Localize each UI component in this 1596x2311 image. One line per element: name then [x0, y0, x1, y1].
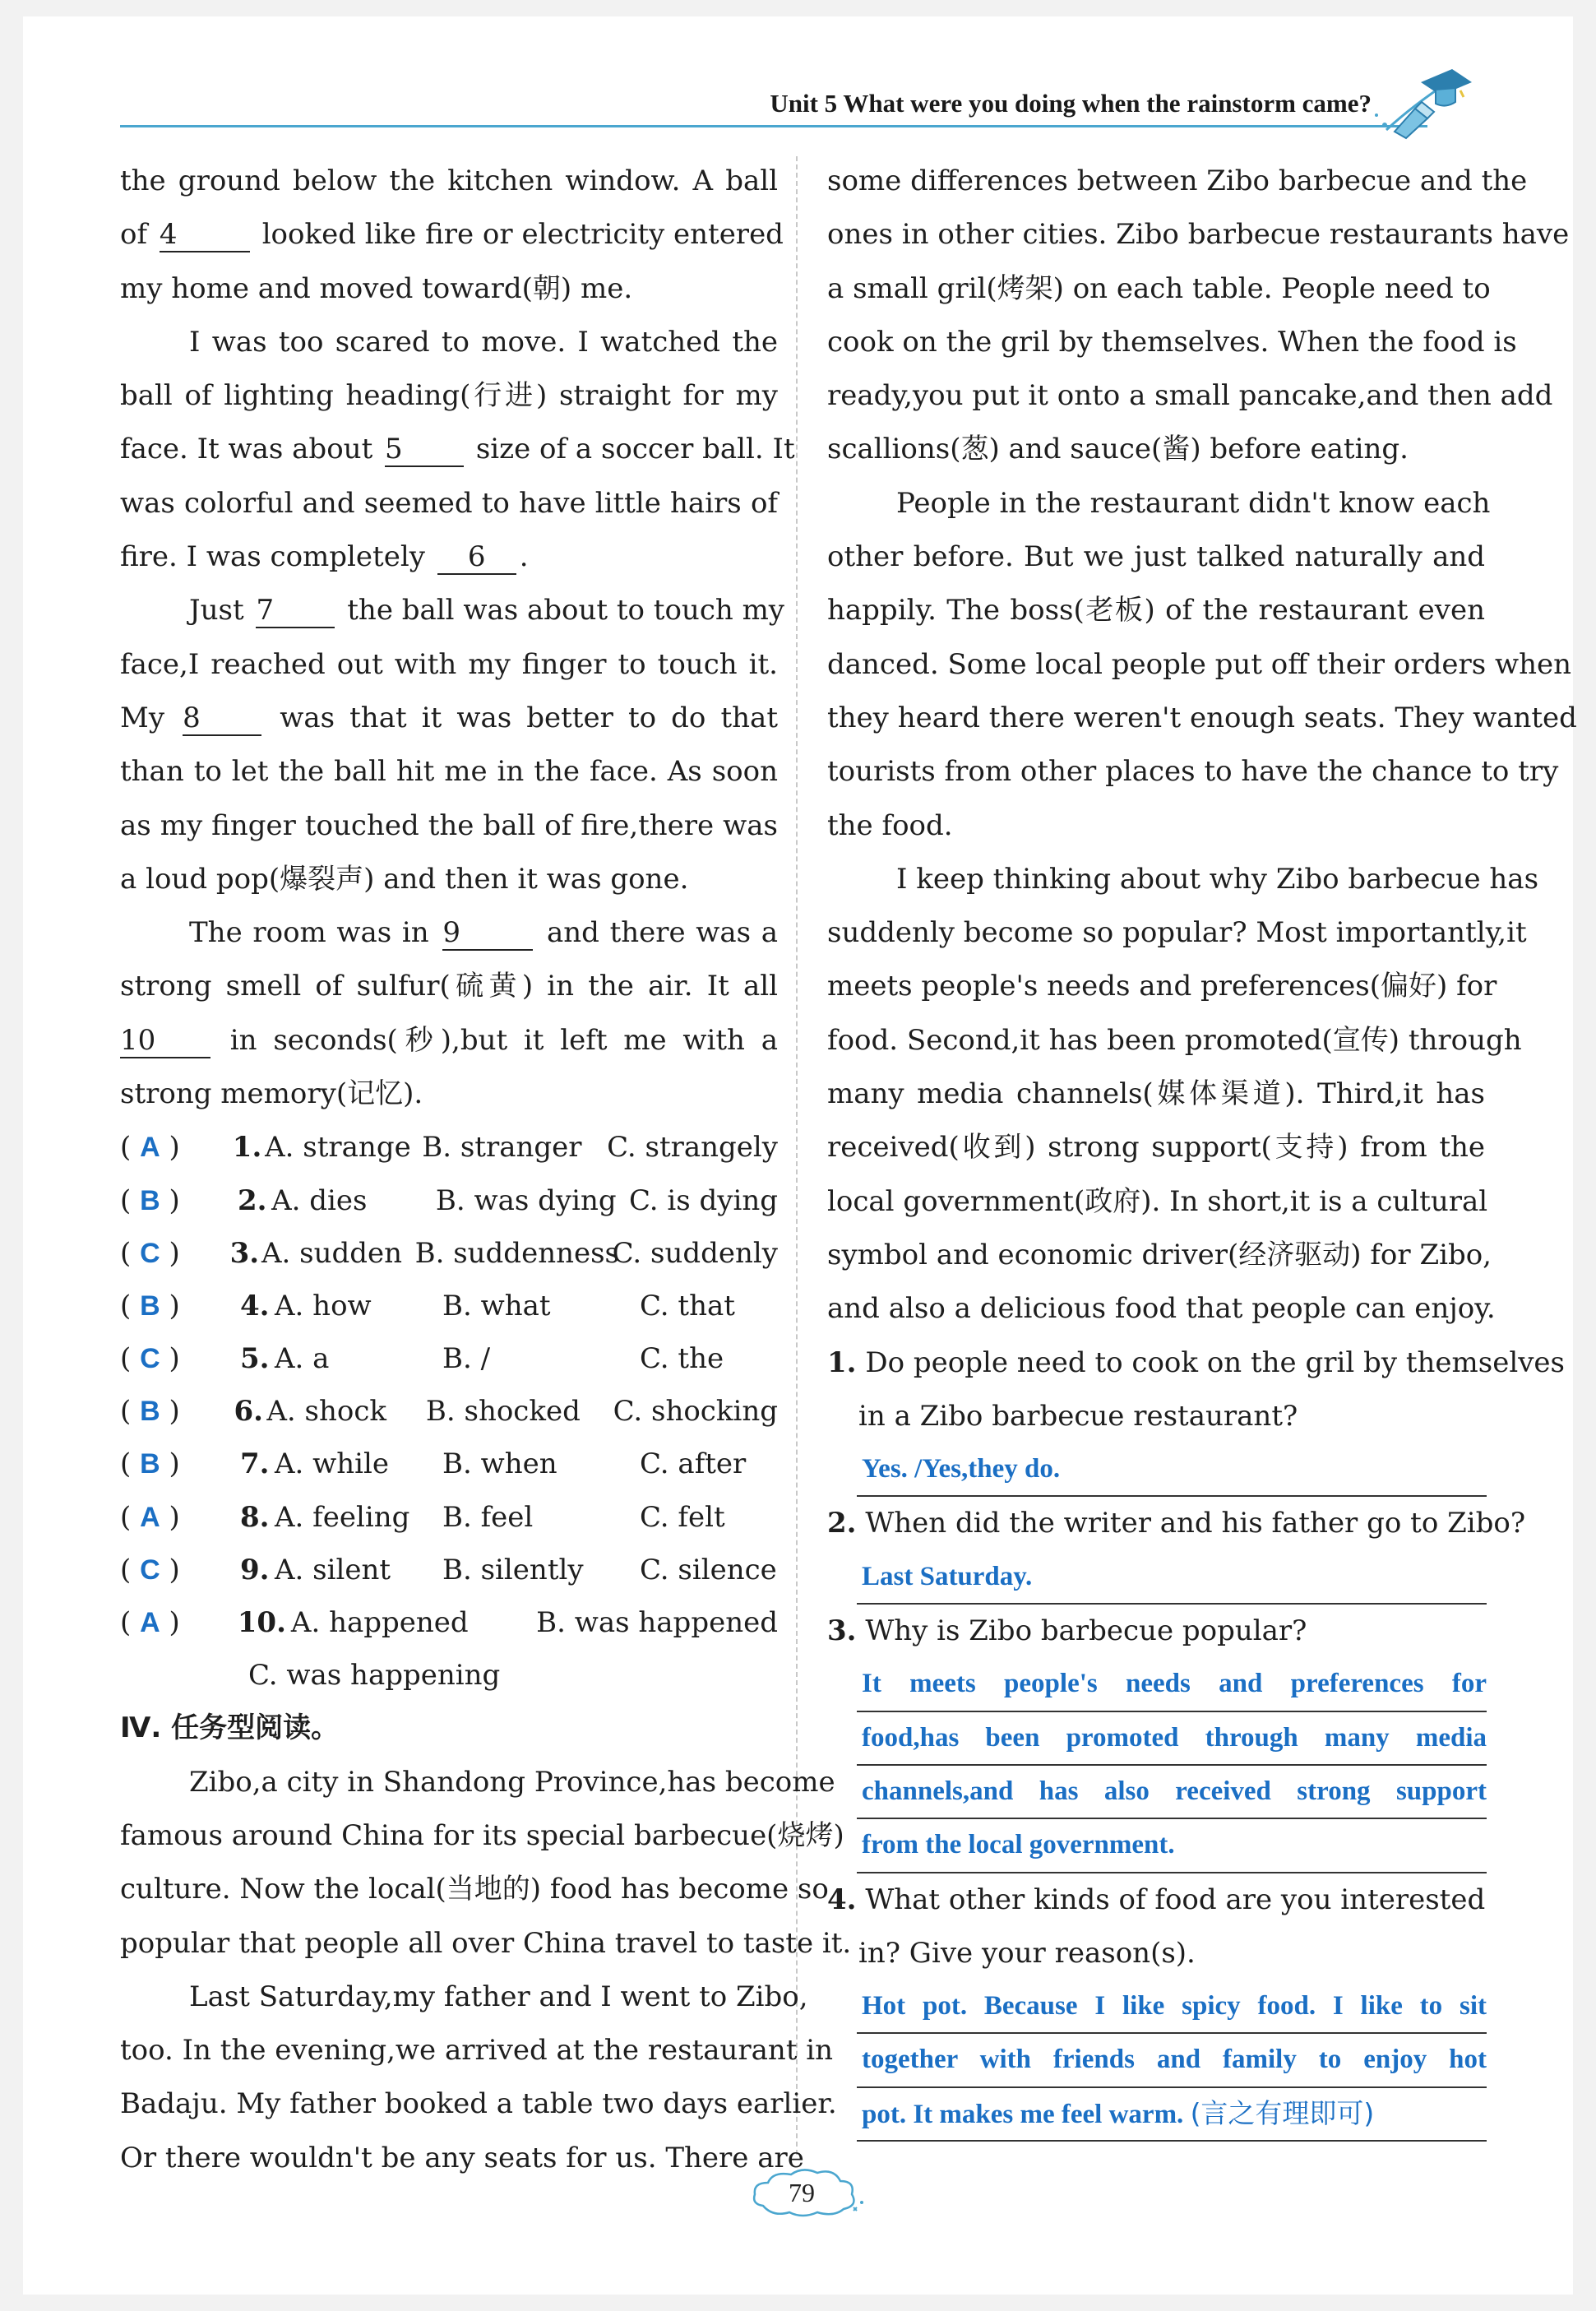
column-divider [796, 156, 798, 2155]
answer-paren: ( C ) [120, 1236, 180, 1270]
answer-paren: ( A ) [120, 1606, 180, 1640]
text-line: than to let the ball hit me in the face. As soon [120, 755, 778, 789]
choice-row [120, 1544, 778, 1596]
option-b: B. what [442, 1289, 551, 1322]
text-line: my home and moved toward(朝) me. [120, 271, 633, 305]
text-line [120, 584, 785, 637]
option-c: C. felt [640, 1500, 725, 1534]
option-a: A. a [275, 1342, 330, 1376]
option-a: A. dies [271, 1183, 368, 1217]
text-line: tourists from other places to have the chance to try [827, 755, 1559, 789]
text-line: ones in other cities. Zibo barbecue restaurants have [827, 218, 1570, 252]
text: in seconds(秒),but it left me with a [229, 1023, 779, 1057]
text: size of a soccer ball. It [475, 433, 795, 466]
answer-letter: B [140, 1184, 160, 1216]
option-c: C. after [640, 1447, 747, 1481]
question-number: 1. [827, 1345, 857, 1379]
text-line: and also a delicious food that people can enjoy. [827, 1292, 1496, 1326]
text-line: a loud pop(爆裂声) and then it was gone. [120, 862, 689, 896]
blank-8: 8 [183, 702, 261, 736]
answer-paren: ( A ) [120, 1500, 180, 1534]
answer-paren: ( C ) [120, 1342, 180, 1376]
answer-letter: C [140, 1237, 160, 1269]
text: The room was in [189, 916, 429, 950]
answer-letter: C [140, 1343, 160, 1375]
option-b: B. feel [442, 1500, 534, 1534]
answer-paren: ( B ) [120, 1289, 180, 1322]
question-3 [827, 1605, 1485, 1658]
question-number: 5. [240, 1342, 270, 1376]
option-c: C. the [640, 1342, 724, 1376]
text: My [120, 701, 165, 734]
text-line: I keep thinking about why Zibo barbecue has [896, 862, 1539, 896]
option-b: B. suddenness [414, 1236, 620, 1270]
answer-1: Yes. /Yes,they do. [857, 1443, 1487, 1497]
text-line: received(收到) strong support(支持) from the [827, 1131, 1485, 1165]
choice-row [120, 1227, 778, 1280]
blank-7: 7 [256, 594, 335, 628]
header-rule [120, 125, 1427, 127]
answer-3-line: It meets people's needs and preferences for [857, 1658, 1487, 1711]
text-line: ready,you put it onto a small pancake,and then add [827, 379, 1553, 413]
text-line: they heard there weren't enough seats. They wanted [827, 701, 1577, 734]
question-text: What other kinds of food are you interested [865, 1883, 1486, 1916]
text-line: some differences between Zibo barbecue and the [827, 164, 1528, 197]
text-line: famous around China for its special barbecue(烧烤) [120, 1819, 844, 1852]
text-line: the ground below the kitchen window. A ball [120, 164, 778, 197]
blank-4: 4 [160, 218, 250, 252]
answer-letter: A [140, 1607, 160, 1639]
choice-row-10 [120, 1596, 778, 1649]
text-line: popular that people all over China travel to taste it. [120, 1926, 852, 1960]
option-a: A. silent [275, 1553, 391, 1586]
answer-paren: ( B ) [120, 1183, 180, 1217]
answer-letter: B [140, 1396, 160, 1428]
text-line [120, 692, 778, 745]
answer-text: pot. It makes me feel warm. [862, 2099, 1184, 2129]
text: face. It was about [120, 433, 373, 466]
answer-3-line: from the local government. [857, 1819, 1487, 1873]
text-line: People in the restaurant didn't know each [896, 486, 1491, 520]
option-c: C. is dying [628, 1183, 778, 1217]
answer-paren: ( A ) [120, 1131, 180, 1165]
option-a: A. how [275, 1289, 372, 1322]
option-b: B. was happened [536, 1606, 778, 1640]
text: and there was a [546, 916, 779, 950]
text: was that it was better to do that [280, 701, 778, 734]
choice-row-10-cont [120, 1649, 778, 1702]
text-line: local government(政府). In short,it is a cultural [827, 1184, 1488, 1218]
text-line: strong smell of sulfur(硫黄) in the air. It all [120, 970, 778, 1003]
question-text: Why is Zibo barbecue popular? [865, 1614, 1307, 1648]
question-number: 9. [240, 1553, 270, 1586]
page-number: 79 [789, 2178, 815, 2207]
option-c: C. strangely [607, 1131, 778, 1165]
question-number: 4. [827, 1883, 857, 1916]
question-text: When did the writer and his father go to Zibo? [865, 1507, 1526, 1540]
blank-9: 9 [442, 916, 533, 951]
question-text: Do people need to cook on the gril by themselves [865, 1345, 1565, 1379]
blank-10: 10 [120, 1024, 210, 1058]
text-line [120, 530, 778, 584]
blank-5: 5 [385, 433, 464, 467]
option-b: B. shocked [425, 1395, 581, 1429]
answer-letter: A [140, 1501, 160, 1533]
answer-paren: ( B ) [120, 1447, 180, 1481]
question-4-cont: in? Give your reason(s). [858, 1936, 1196, 1970]
question-4 [827, 1873, 1485, 1927]
option-b: B. / [442, 1342, 491, 1376]
option-b: B. was dying [435, 1183, 617, 1217]
answer-paren: ( B ) [120, 1395, 180, 1429]
option-b: B. silently [442, 1553, 584, 1586]
option-c: C. was happening [248, 1659, 501, 1693]
text-line [120, 1014, 778, 1068]
text-line [120, 423, 795, 476]
text: of [120, 218, 148, 252]
option-b: B. stranger [422, 1131, 582, 1165]
option-c: C. silence [640, 1553, 777, 1586]
text-line: other before. But we just talked naturally and [827, 540, 1485, 574]
text-line [120, 906, 778, 960]
option-b: B. when [442, 1447, 557, 1481]
choice-row [120, 1174, 778, 1227]
option-a: A. while [275, 1447, 390, 1481]
text-line: culture. Now the local(当地的) food has become so [120, 1873, 829, 1906]
question-number: 7. [240, 1447, 270, 1481]
option-a: A. feeling [275, 1500, 410, 1534]
answer-4-line: Hot pot. Because I like spicy food. I like to sit [857, 1980, 1487, 2034]
choice-row [120, 1332, 778, 1385]
answer-4-line: together with friends and family to enjoy hot [857, 2034, 1487, 2087]
choice-row [120, 1438, 778, 1490]
text-line [120, 208, 784, 262]
question-number: 8. [240, 1500, 270, 1534]
text: looked like fire or electricity entered [261, 218, 784, 252]
text-line: happily. The boss(老板) of the restaurant even [827, 594, 1485, 628]
text-line: Last Saturday,my father and I went to Zibo, [189, 1980, 808, 2013]
unit-title: Unit 5 What were you doing when the rainstorm came? [770, 89, 1372, 118]
option-a: A. sudden [261, 1236, 403, 1270]
text-line: danced. Some local people put off their orders when [827, 647, 1571, 681]
text-line: I was too scared to move. I watched the [189, 325, 778, 359]
question-number: 6. [234, 1395, 264, 1429]
choice-row [120, 1385, 778, 1438]
option-c: C. suddenly [612, 1236, 778, 1270]
graduation-cap-pencil-icon [1370, 58, 1477, 140]
answer-letter: B [140, 1448, 160, 1480]
text-line: Or there wouldn't be any seats for us. There are [120, 2141, 804, 2174]
page-header [120, 81, 1477, 130]
text: the ball was about to touch my [347, 594, 785, 628]
right-column [827, 155, 1577, 2142]
answer-letter: B [140, 1290, 160, 1322]
question-number: 2. [827, 1507, 857, 1540]
text: fire. I was completely [120, 540, 425, 574]
text-line: suddenly become so popular? Most importantly,it [827, 916, 1527, 950]
option-c: C. shocking [613, 1395, 778, 1429]
option-a: A. shock [266, 1395, 386, 1429]
option-a: A. strange [265, 1131, 411, 1165]
text-line: symbol and economic driver(经济驱动) for Zibo, [827, 1238, 1492, 1271]
question-2 [827, 1497, 1526, 1550]
answer-2: Last Saturday. [857, 1551, 1487, 1605]
question-number: 10. [237, 1606, 286, 1640]
text-line: strong memory(记忆). [120, 1077, 423, 1111]
option-a: A. happened [290, 1606, 469, 1640]
text-line: many media channels(媒体渠道). Third,it has [827, 1077, 1485, 1111]
section-title: Ⅳ. 任务型阅读。 [120, 1711, 340, 1745]
blank-6: 6 [437, 540, 516, 575]
page-footer [748, 2166, 872, 2224]
answer-letter: A [140, 1132, 160, 1164]
text-line: cook on the gril by themselves. When the food is [827, 325, 1517, 359]
option-c: C. that [640, 1289, 735, 1322]
text-line: food. Second,it has been promoted(宣传) through [827, 1023, 1522, 1057]
text: . [519, 540, 529, 574]
text-line: the food. [827, 808, 953, 842]
choice-row [120, 1280, 778, 1332]
answer-3-line: channels,and has also received strong support [857, 1766, 1487, 1819]
answer-note: (言之有理即可) [1190, 2096, 1375, 2129]
question-1 [827, 1336, 1565, 1390]
question-number: 1. [232, 1131, 262, 1165]
text-line: scallions(葱) and sauce(酱) before eating. [827, 433, 1409, 466]
left-column [120, 155, 852, 2185]
text: Just [189, 594, 244, 628]
choice-row [120, 1121, 778, 1174]
text-line: too. In the evening,we arrived at the restaurant in [120, 2034, 834, 2068]
text-line: meets people's needs and preferences(偏好) for [827, 970, 1497, 1003]
answer-letter: C [140, 1554, 160, 1586]
answer-3-line: food,has been promoted through many media [857, 1712, 1487, 1766]
question-number: 4. [240, 1289, 270, 1322]
text-line: a small gril(烤架) on each table. People need to [827, 271, 1491, 305]
choice-list [120, 1121, 778, 1596]
question-1-cont: in a Zibo barbecue restaurant? [858, 1399, 1298, 1433]
question-number: 3. [827, 1614, 857, 1648]
choice-row [120, 1491, 778, 1544]
question-number: 3. [229, 1236, 260, 1270]
text-line: as my finger touched the ball of fire,there was [120, 808, 778, 842]
text-line: face,I reached out with my finger to touch it. [120, 647, 778, 681]
answer-paren: ( C ) [120, 1553, 180, 1586]
text-line: Badaju. My father booked a table two days earlier. [120, 2087, 837, 2121]
text-line: ball of lighting heading(行进) straight for my [120, 379, 778, 413]
text-line: was colorful and seemed to have little hairs of [120, 486, 778, 520]
question-number: 2. [237, 1183, 267, 1217]
text-line: Zibo,a city in Shandong Province,has become [189, 1765, 835, 1799]
answer-4-line [857, 2088, 1487, 2142]
